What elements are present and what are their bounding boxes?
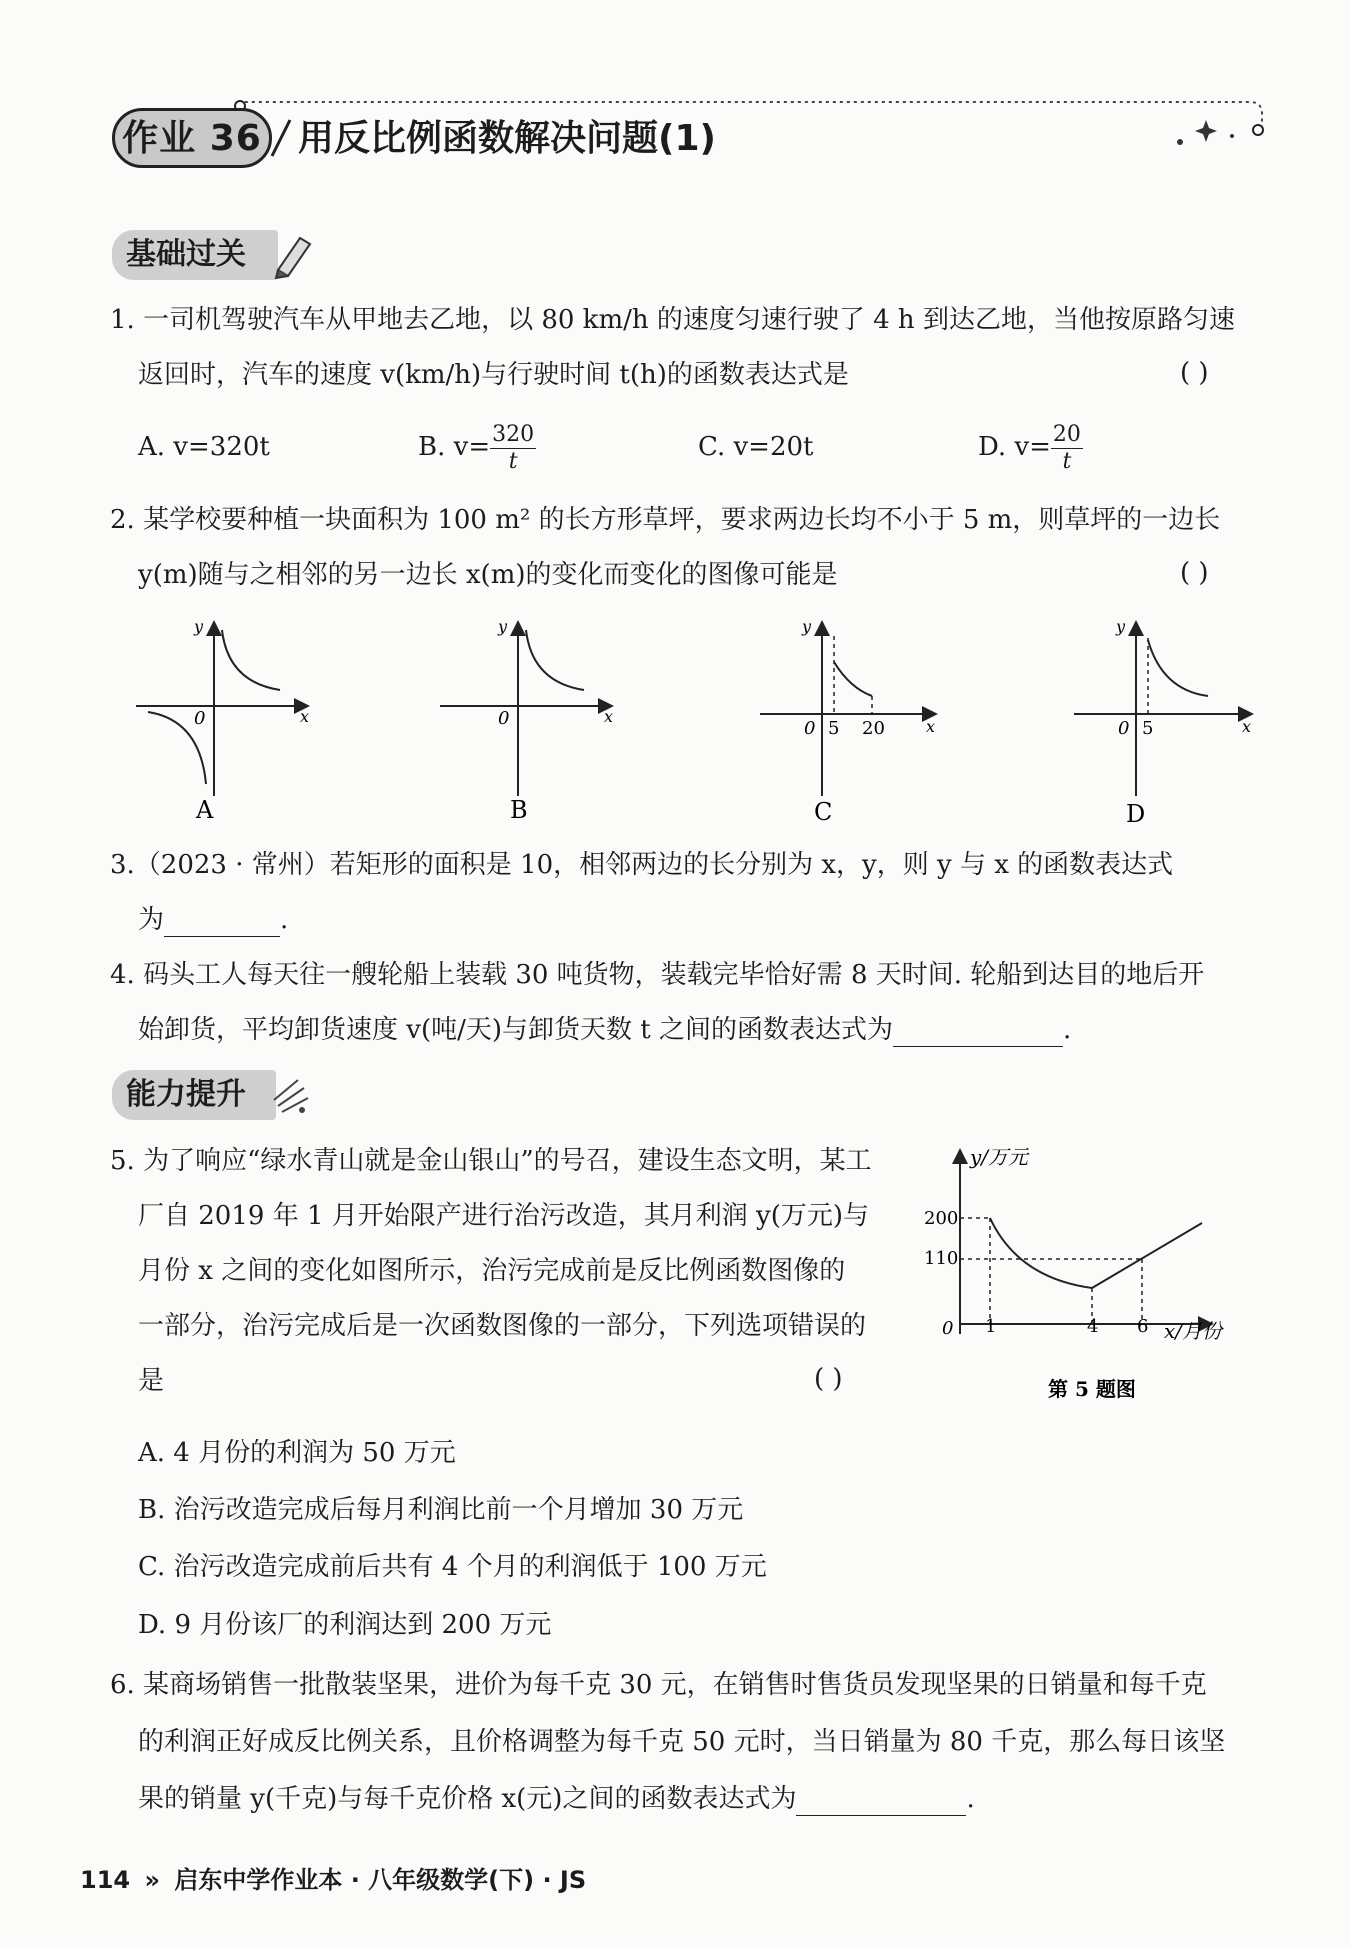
page-number: 114 xyxy=(80,1866,131,1894)
q6-line3 xyxy=(138,1782,975,1816)
q6-line1: 6. 某商场销售一批散装坚果，进价为每千克 30 元，在销售时售货员发现坚果的日销量和每千克 xyxy=(110,1670,1207,1700)
q4-line1: 4. 码头工人每天往一艘轮船上装载 30 吨货物，装载完毕恰好需 8 天时间. 轮船到达目的地后开 xyxy=(110,960,1205,990)
q6-end: . xyxy=(966,1784,975,1814)
q2-line1: 2. 某学校要种植一块面积为 100 m² 的长方形草坪，要求两边长均不小于 5 m，则草坪的一边长 xyxy=(110,505,1221,535)
q5-figure-xlabel: x/月份 xyxy=(1164,1319,1223,1343)
q5-figure-origin: 0 xyxy=(942,1318,954,1339)
section-advanced-label: 能力提升 xyxy=(126,1077,246,1112)
graph-c-label: C xyxy=(814,798,833,826)
section-advanced-tag xyxy=(112,1070,276,1120)
graph-d-label: D xyxy=(1126,800,1146,828)
graph-d-x-label: x xyxy=(1242,717,1252,736)
q5-line1: 5. 为了响应“绿水青山就是金山银山”的号召，建设生态文明，某工 xyxy=(110,1146,872,1176)
sparkle-icon xyxy=(268,1070,314,1120)
q1-option-d xyxy=(978,416,1083,478)
graph-a xyxy=(136,617,309,796)
q5-figure-caption: 第 5 题图 xyxy=(1048,1377,1136,1401)
q3-line2 xyxy=(138,903,288,937)
q5-figure-xtick-1: 1 xyxy=(985,1316,997,1337)
q2-graphs xyxy=(0,600,1350,840)
q1-option-a: A. v=320t xyxy=(138,432,270,462)
q5-line4: 一部分，治污完成后是一次函数图像的一部分，下列选项错误的 xyxy=(138,1311,867,1341)
q4-end: . xyxy=(1062,1015,1072,1045)
q3-line1: 3.（2023 · 常州）若矩形的面积是 10，相邻两边的长分别为 x，y，则 y 与 x 的函数表达式 xyxy=(110,850,1174,880)
header-decoration xyxy=(0,0,1350,200)
q5-line2: 厂自 2019 年 1 月开始限产进行治污改造，其月利润 y(万元)与 xyxy=(138,1201,870,1231)
q1-option-b-fraction xyxy=(490,422,536,475)
section-basic-tag xyxy=(112,230,278,280)
q1-option-d-den: t xyxy=(1062,448,1072,474)
q5-option-c: C. 治污改造完成前后共有 4 个月的利润低于 100 万元 xyxy=(138,1552,767,1582)
pencil-icon xyxy=(270,230,316,280)
q1-line1: 1. 一司机驾驶汽车从甲地去乙地，以 80 km/h 的速度匀速行驶了 4 h 到达乙地，当他按原路匀速 xyxy=(110,305,1235,335)
q4-answer-blank[interactable] xyxy=(893,1016,1063,1047)
q1-option-b-prefix: B. v= xyxy=(418,432,491,462)
q4-prefix: 始卸货，平均卸货速度 v(吨/天)与卸货天数 t 之间的函数表达式为 xyxy=(138,1015,893,1045)
q5-option-d: D. 9 月份该厂的利润达到 200 万元 xyxy=(138,1610,552,1640)
q1-option-b-den: t xyxy=(508,448,518,474)
q6-prefix: 果的销量 y(千克)与每千克价格 x(元)之间的函数表达式为 xyxy=(138,1784,797,1814)
q5-option-a: A. 4 月份的利润为 50 万元 xyxy=(138,1438,456,1468)
q1-option-d-prefix: D. v= xyxy=(978,432,1051,462)
graph-b-x-label: x xyxy=(604,707,614,726)
graph-b-y-label: y xyxy=(498,617,508,636)
graph-d-tick-5: 5 xyxy=(1142,718,1154,739)
q4-line2 xyxy=(138,1013,1071,1047)
section-basic-label: 基础过关 xyxy=(126,237,246,272)
q1-option-d-num: 20 xyxy=(1052,421,1081,447)
q1-answer-paren: ( ) xyxy=(1180,358,1209,388)
q5-figure-xtick-4: 4 xyxy=(1087,1316,1099,1337)
q5-figure-ytick-110: 110 xyxy=(924,1248,959,1269)
q5-option-b: B. 治污改造完成后每月利润比前一个月增加 30 万元 xyxy=(138,1495,744,1525)
footer xyxy=(80,1860,586,1895)
graph-b-label: B xyxy=(510,796,528,824)
footer-arrow: » xyxy=(144,1866,160,1894)
q1-option-b xyxy=(418,416,536,478)
q5-line5: 是 xyxy=(138,1366,165,1396)
graph-c-y-label: y xyxy=(802,617,812,636)
graph-a-origin: 0 xyxy=(194,708,206,729)
homework-badge: 作业 36 xyxy=(112,108,272,168)
q1-line2: 返回时，汽车的速度 v(km/h)与行驶时间 t(h)的函数表达式是 xyxy=(138,360,849,390)
q2-answer-paren: ( ) xyxy=(1180,558,1209,588)
graph-c-x-label: x xyxy=(926,717,936,736)
q5-figure-ylabel: y/万元 xyxy=(970,1145,1029,1169)
book-title: 启东中学作业本 · 八年级数学(下) · JS xyxy=(174,1866,587,1894)
graph-c-tick-20: 20 xyxy=(862,718,885,739)
graph-c-origin: 0 xyxy=(804,718,816,739)
graph-b-origin: 0 xyxy=(498,708,510,729)
q1-option-c: C. v=20t xyxy=(698,432,814,462)
q5-line3: 月份 x 之间的变化如图所示，治污完成前是反比例函数图像的 xyxy=(138,1256,846,1286)
graph-a-x-label: x xyxy=(300,707,310,726)
q3-end: . xyxy=(280,905,289,935)
graph-a-y-label: y xyxy=(194,617,204,636)
q6-line2: 的利润正好成反比例关系，且价格调整为每千克 50 元时，当日销量为 80 千克，那么每日该坚 xyxy=(138,1727,1226,1757)
q5-figure xyxy=(910,1138,1270,1408)
graph-d-origin: 0 xyxy=(1118,718,1130,739)
q1-option-d-fraction xyxy=(1051,422,1083,475)
q1-option-b-num: 320 xyxy=(492,421,535,447)
graph-c xyxy=(760,617,935,796)
page-title: 用反比例函数解决问题(1) xyxy=(298,118,716,159)
q6-answer-blank[interactable] xyxy=(796,1785,966,1816)
graph-d-y-label: y xyxy=(1116,617,1126,636)
graph-c-tick-5: 5 xyxy=(828,718,840,739)
graph-b xyxy=(440,617,613,796)
q5-figure-ytick-200: 200 xyxy=(924,1208,959,1229)
q3-prefix: 为 xyxy=(138,905,165,935)
q2-line2: y(m)随与之相邻的另一边长 x(m)的变化而变化的图像可能是 xyxy=(138,560,838,590)
q5-answer-paren: ( ) xyxy=(814,1364,843,1394)
graph-a-label: A xyxy=(196,796,214,824)
graph-d xyxy=(1074,617,1251,796)
q5-figure-xtick-6: 6 xyxy=(1137,1316,1149,1337)
q3-answer-blank[interactable] xyxy=(164,906,280,937)
